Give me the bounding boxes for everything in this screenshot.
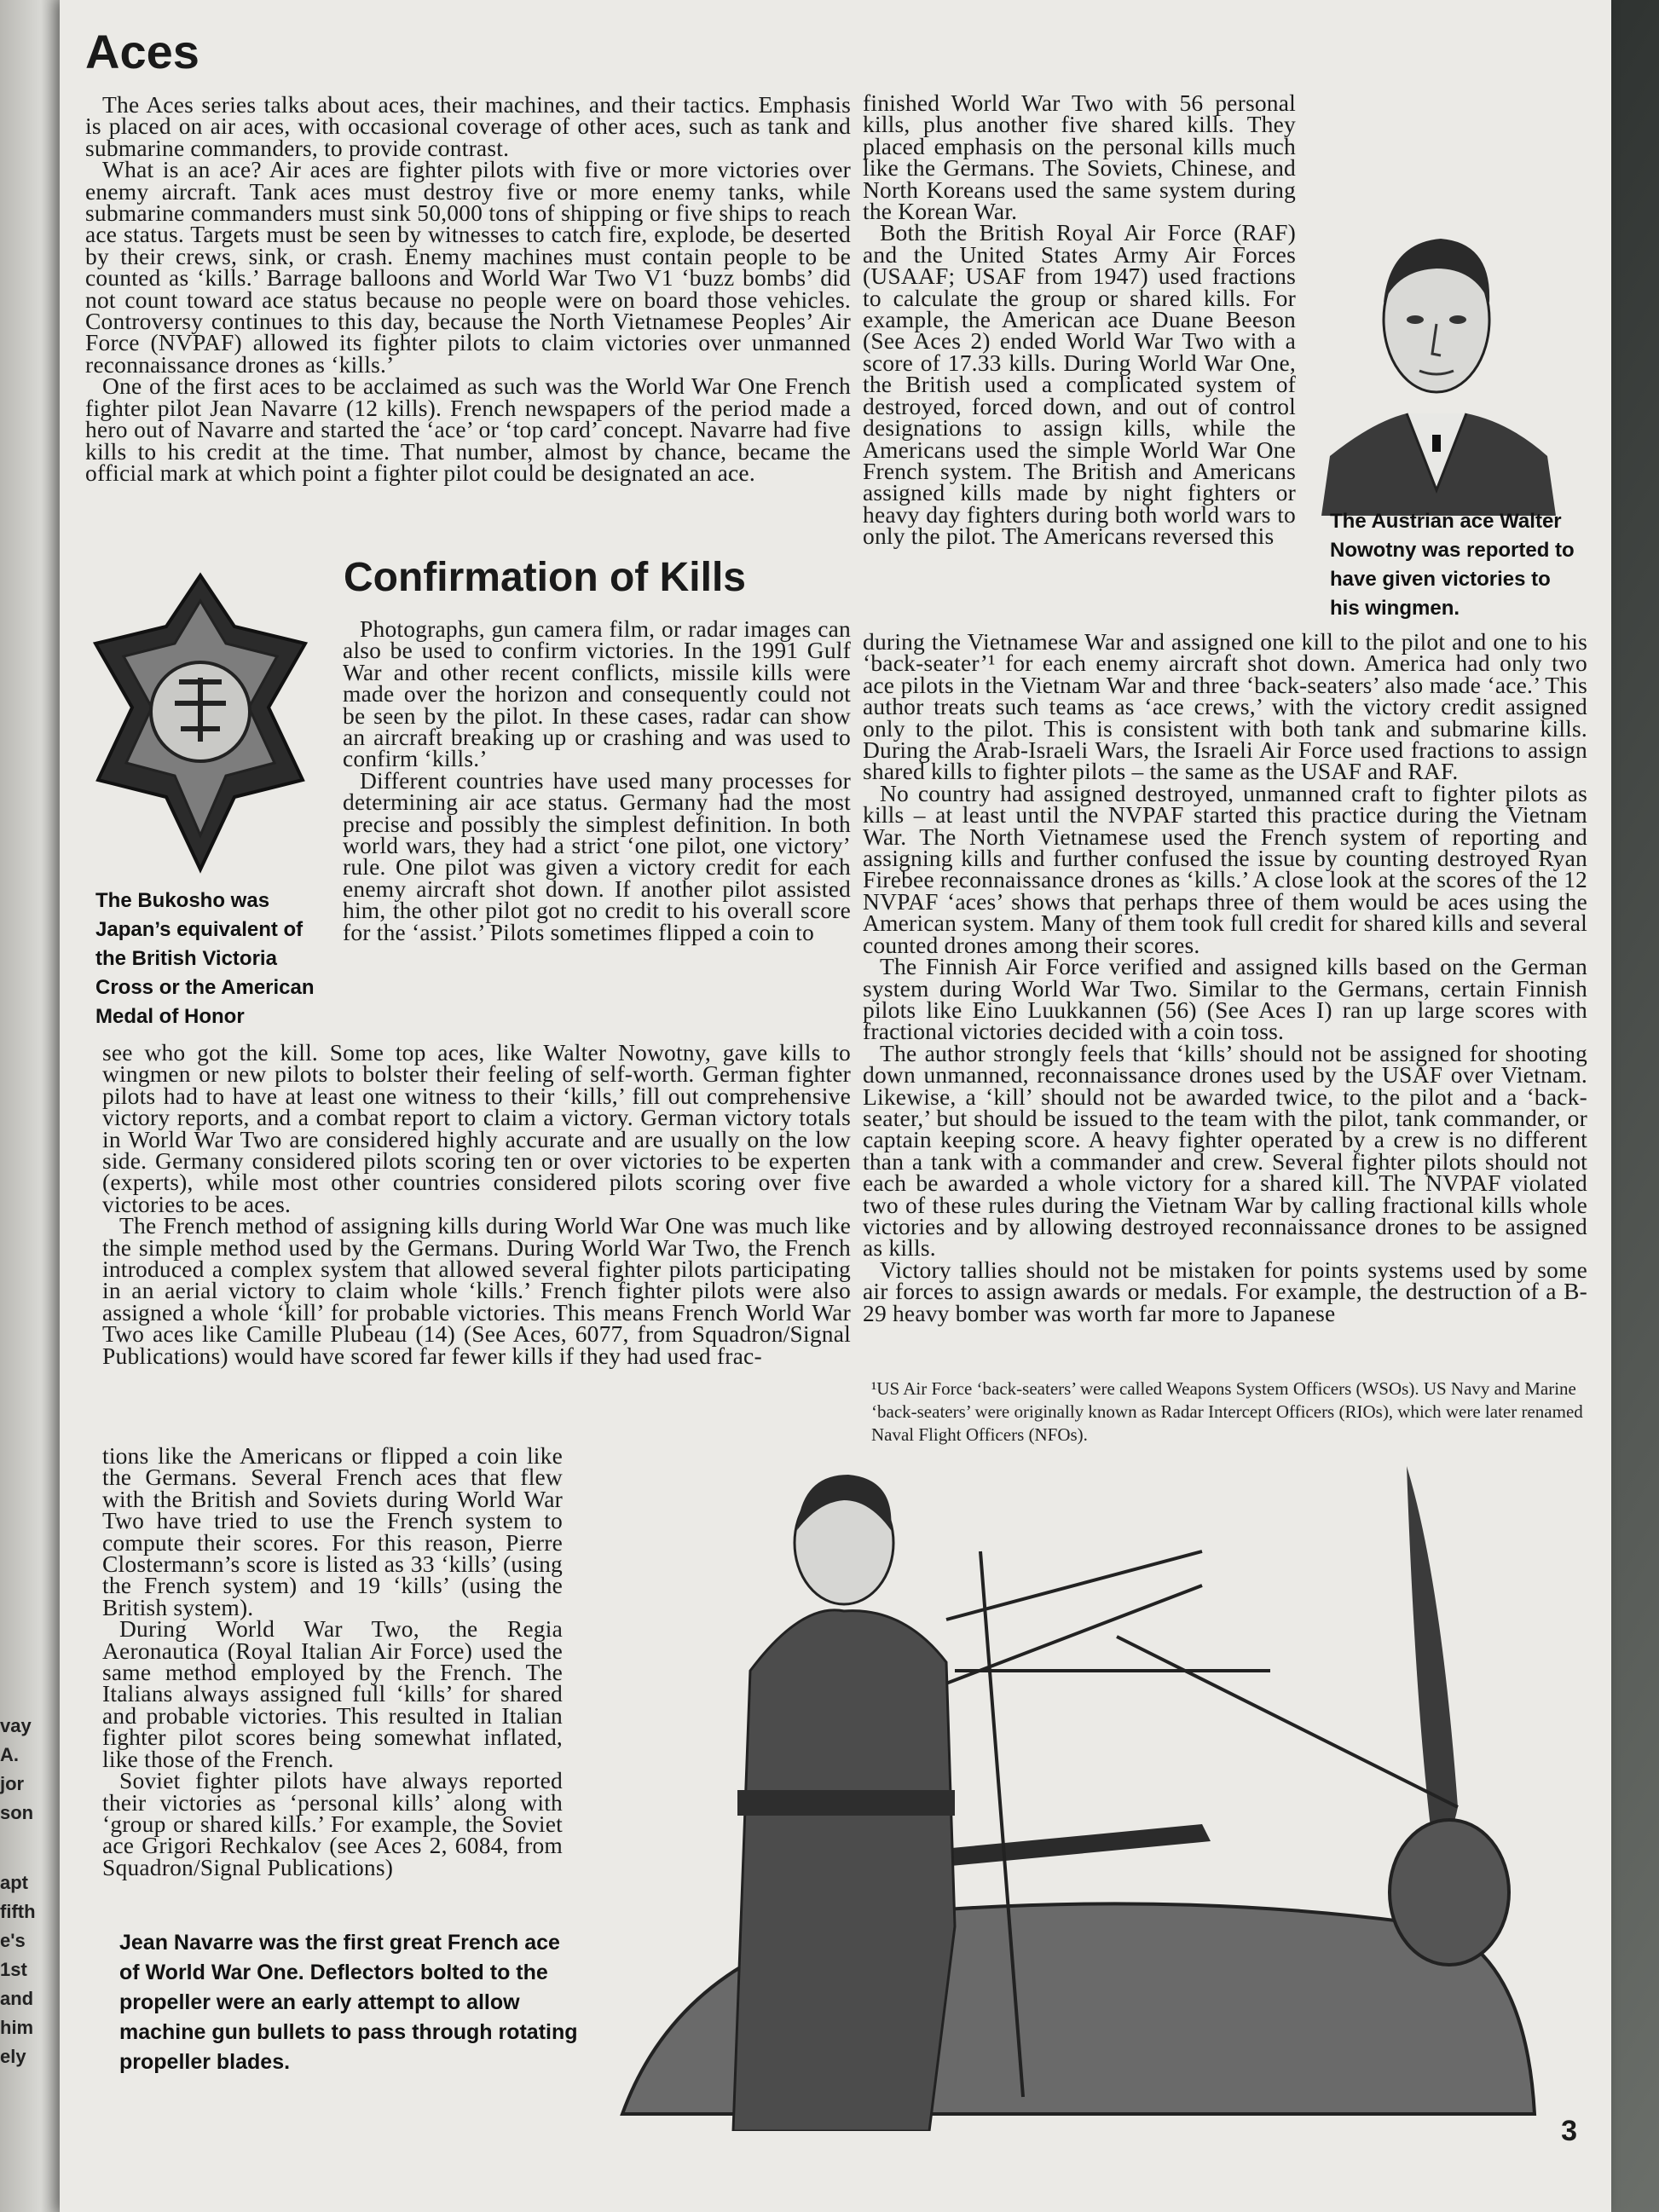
fragment: e's <box>0 1930 26 1951</box>
paragraph: Different countries have used many processes for determining air ace status. Germany had the most precise and possibly the simplest definition. In both world wars, they had a strict ‘one pilot, one victory’ rule. One pilot was given a victory credit for each enemy aircraft shot down. If another pilot assisted him, the other pilot got no credit to his overall score for the ‘assist.’ Pilots sometimes flipped a coin to <box>343 766 851 945</box>
paragraph: Soviet fighter pilots have always reported their victories as ‘personal kills’ along with ‘group or shared kills.’ For example, the Soviet ace Grigori Rechkalov (see Aces 2, 6084, from Squadron/Signal Publications) <box>102 1767 563 1880</box>
fragment: A. <box>0 1744 19 1765</box>
aces-intro-text <box>85 91 851 486</box>
fragment: ely <box>0 2046 26 2067</box>
paragraph: Both the British Royal Air Force (RAF) and the United States Army Air Forces (USAAF; USAF from 1947) used fractions to calculate the group or shared kills. For example, the American ace Duane Beeson (See Aces 2) ended World War Two with a score of 17.33 kills. During World War One, the British used a complicated system of destroyed, forced down, and out of control designations to assign kills, while the Americans used the simple World War One French system. The British and Americans assigned kills made by night fighters or heavy day fighters during both world wars to only the pilot. The Americans reversed this <box>863 219 1296 550</box>
right-column-top-text <box>863 90 1296 550</box>
paragraph: The Finnish Air Force verified and assigned kills based on the German system during World War Two. Similar to the Germans, certain Finnish pilots like Eino Luukkannen (56) (See Aces I) ran up large scores with fractional victories decided with a coin toss. <box>863 953 1587 1045</box>
navarre-aircraft-illustration <box>588 1449 1594 2131</box>
fragment: jor <box>0 1773 25 1794</box>
confirmation-text-lower <box>102 1442 563 1880</box>
page-number: 3 <box>1561 2115 1577 2147</box>
paragraph: What is an ace? Air aces are fighter pilots with five or more victories over enemy aircraft. Tank aces must destroy five or more enemy tanks, while submarine commanders must sink 50,000 tons of shipping or five ships to reach ace status. Targets must be seen by witnesses to catch fire, explode, be deserted by their crews, sink, or crash. Enemy machines must contain people to be counted as ‘kills.’ Barrage balloons and World War Two V1 ‘buzz bombs’ did not count toward ace status because no people were on board those vehicles. Controversy continues to this day, because the North Vietnamese Peoples’ Air Force (NVPAF) allowed its fighter pilots to claim victories over unmanned reconnaissance drones as ‘kills.’ <box>85 156 851 378</box>
paragraph: Victory tallies should not be mistaken for points systems used by some air forces to assign awards or medals. For example, the destruction of a B-29 heavy bomber was worth far more to Japanese <box>863 1256 1587 1326</box>
navarre-caption: Jean Navarre was the first great French ace of World War One. Deflectors bolted to the propeller were an early attempt to allow machine gun bullets to pass through rotating propeller blades. <box>119 1931 578 2074</box>
paragraph: The Aces series talks about aces, their machines, and their tactics. Emphasis is placed on air aces, with occasional coverage of other aces, such as tank and submarine commanders, to provide contrast. <box>85 91 851 161</box>
paragraph: During World War Two, the Regia Aeronautica (Royal Italian Air Force) used the same method employed by the French. The Italians always assigned full ‘kills’ for shared and probable victories. This resulted in Italian fighter pilot scores being somewhat inflated, like those of the French. <box>102 1615 563 1772</box>
paragraph: No country had assigned destroyed, unmanned craft to fighter pilots as kills – at least until the NVPAF started this practice during the Vietnam War. The North Vietnamese used the French system of reporting and assigning kills and further confused the issue by counting destroyed Ryan Firebee reconnaissance drones as ‘kills.’ A close look at the scores of the 12 NVPAF ‘aces’ shows that perhaps three of them would be aces using the American system. Many of them took full credit for shared kills and several counted drones among their scores. <box>863 779 1587 958</box>
nowotny-portrait-illustration <box>1313 209 1560 516</box>
fragment: vay <box>0 1715 32 1736</box>
paragraph: finished World War Two with 56 personal kills, plus another five shared kills. They placed emphasis on the personal kills much like the Germans. The Soviets, Chinese, and North Koreans used the same system during the Korean War. <box>863 90 1296 225</box>
paragraph: The author strongly feels that ‘kills’ should not be assigned for shooting down unmanned, reconnaissance drones used by the USAF over Vietnam. Likewise, a ‘kill’ should not be awarded twice, to the pilot and a ‘back-seater,’ but should be issued to the team with the pilot, tank commander, or captain keeping score. A heavy fighter operated by a crew is no different than a tank with a commander and crew. Several fighter pilots should not each be awarded a whole victory for a shared kill. The NVPAF violated two of these rules during the Vietnam War by calling fractional kills whole victories and by allowing destroyed reconnaissance drones to be assigned as kills. <box>863 1039 1587 1262</box>
fragment: son <box>0 1802 34 1823</box>
paragraph: Photographs, gun camera film, or radar images can also be used to confirm victories. In the 1991 Gulf War and other recent conflicts, missile kills were made over the horizon and consequently could not be seen by the pilot. In these cases, radar can show an aircraft breaking up or crashing and was used to confirm ‘kills.’ <box>343 615 851 772</box>
footnote: ¹US Air Force ‘back-seaters’ were called Weapons System Officers (WSOs). US Navy and Marine ‘back-seaters’ were originally known as Radar Intercept Officers (RIOs), which were later renamed Naval Flight Officers (NFOs). <box>871 1378 1583 1445</box>
paragraph: The French method of assigning kills during World War One was much like the simple method used by the Germans. During World War Two, the French introduced a complex system that allowed several fighter pilots participating in an aerial victory to claim whole ‘kills.’ French fighter pilots were also assigned a whole ‘kill’ for probable victories. This means French World War Two aces like Camille Plubeau (14) (See Aces, 6077, from Squadron/Signal Publications) would have scored far fewer kills if they had used frac- <box>102 1212 851 1369</box>
nowotny-caption: The Austrian ace Walter Nowotny was reported to have given victories to his wingmen. <box>1330 510 1575 620</box>
fragment: fifth <box>0 1901 36 1922</box>
bukosho-caption: The Bukosho was Japan’s equivalent of the British Victoria Cross or the American Medal of Honor <box>95 889 315 1028</box>
bukosho-medal-illustration <box>85 567 315 882</box>
magazine-page <box>60 0 1611 2212</box>
right-column-wide-text <box>863 628 1587 1326</box>
fragment: and <box>0 1988 34 2009</box>
section-title-confirmation: Confirmation of Kills <box>344 555 746 600</box>
paragraph: One of the first aces to be acclaimed as such was the World War One French fighter pilot Jean Navarre (12 kills). French newspapers of the period made a hero out of Navarre and started the ‘ace’ or ‘top card’ concept. Navarre had five kills to his credit at the time. That number, almost by chance, became the official mark at which point a fighter pilot could be designated an ace. <box>85 373 851 486</box>
confirmation-text-narrow <box>343 615 851 945</box>
section-title-aces: Aces <box>85 25 199 78</box>
paragraph: tions like the Americans or flipped a coin like the Germans. Several French aces that flew with the British and Soviets during World War Two have tried to use the French system to compute their scores. For this reason, Pierre Clostermann’s score is listed as 33 ‘kills’ (using the French system) and 19 ‘kills’ (using the British system). <box>102 1442 563 1620</box>
fragment: 1st <box>0 1959 27 1980</box>
fragment: apt <box>0 1872 28 1893</box>
fragment: him <box>0 2017 34 2038</box>
paragraph: during the Vietnamese War and assigned one kill to the pilot and one to his ‘back-seater’¹ for each enemy aircraft shot down. America had only two ace pilots in the Vietnam War and three ‘back-seaters’ also made ‘ace.’ This author treats such teams as ‘ace crews,’ with the victory credit assigned only to the pilot. This is consistent with both tank and submarine kills. During the Arab-Israeli Wars, the Israeli Air Force used fractions to assign shared kills to fighter pilots – the same as the USAF and RAF. <box>863 628 1587 785</box>
confirmation-text-wide <box>102 1039 851 1369</box>
paragraph: see who got the kill. Some top aces, like Walter Nowotny, gave kills to wingmen or new pilots to bolster their feeling of self-worth. German fighter pilots had to have at least one witness to their ‘kills,’ fill out comprehensive victory reports, and a combat report to claim a victory. German victory totals in World War Two are considered highly accurate and are usually on the low side. Germany considered pilots scoring ten or over victories to be experten (experts), while most other countries considered pilots scoring over five victories to be aces. <box>102 1039 851 1217</box>
